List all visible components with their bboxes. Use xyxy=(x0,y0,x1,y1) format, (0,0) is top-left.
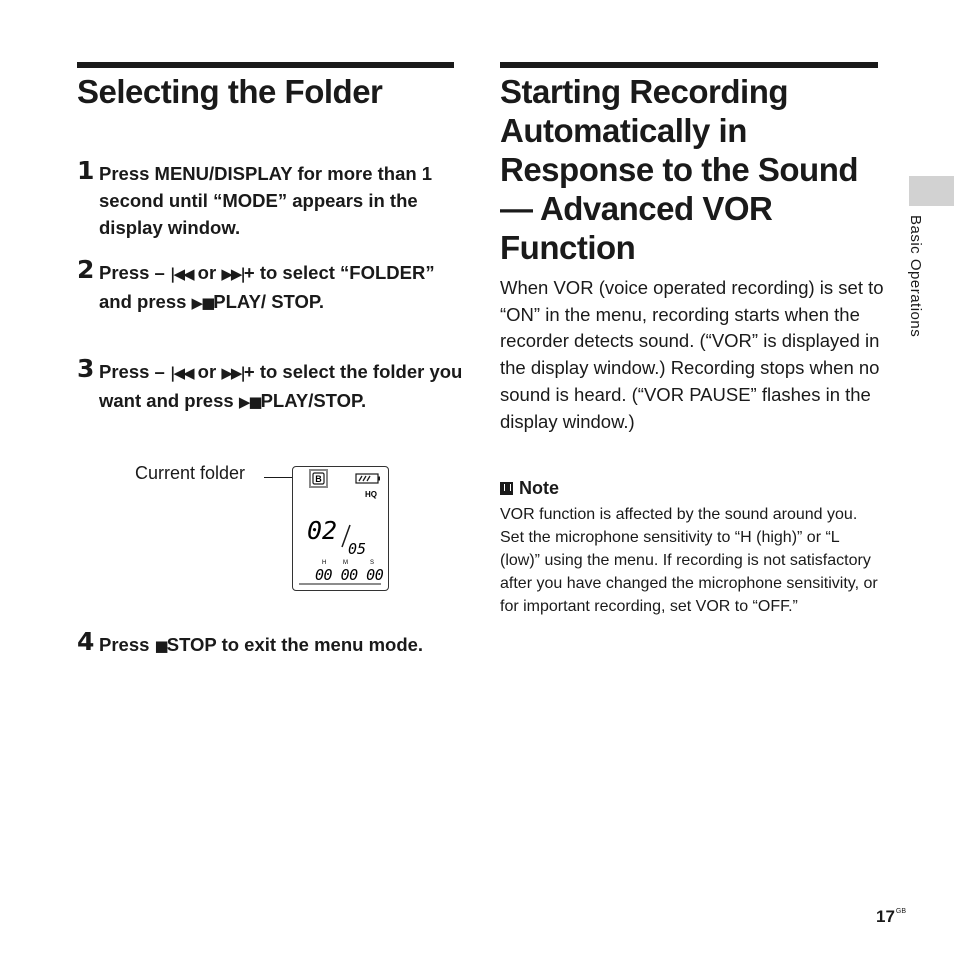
note-heading xyxy=(500,478,559,499)
step-text: Press MENU/DISPLAY for more than 1 second until “MODE” appears in the display window. xyxy=(99,163,433,238)
display-window-graphic xyxy=(293,467,388,590)
page-number xyxy=(876,907,906,927)
step-number: 1 xyxy=(77,156,95,185)
play-icon: ▶ xyxy=(238,393,249,411)
stop-icon: ■ xyxy=(154,637,167,655)
hour-unit: H xyxy=(322,560,327,566)
file-number: 02 xyxy=(307,516,338,545)
note-title: Note xyxy=(519,478,559,498)
step-text-part: PLAY/ STOP. xyxy=(213,291,324,312)
play-icon: ▶ xyxy=(191,294,202,312)
step-number: 2 xyxy=(77,255,95,284)
step-text-part: Press xyxy=(99,634,155,655)
stop-icon: ■ xyxy=(201,294,214,312)
note-text: VOR function is affected by the sound around you. Set the microphone sensitivity to “H (high)” or “L (low)” using the menu. If recording is not satisfactory after you have changed the microphone sensitivity, or for important recording, set VOR to “OFF.” xyxy=(500,506,878,615)
step-text-part: or xyxy=(192,361,222,382)
right-section-title: Starting Recording Automatically in Response to the Sound — Advanced VOR Function xyxy=(500,73,859,266)
previous-track-icon: |◀◀ xyxy=(169,364,193,382)
step-text-part: + to select “FOLDER” and press xyxy=(99,262,435,312)
folder-letter: B xyxy=(315,474,322,484)
current-folder-callout: Current folder xyxy=(135,463,246,483)
left-section-title: Selecting the Folder xyxy=(77,73,383,110)
quality-indicator: HQ xyxy=(365,490,377,499)
minute-unit: M xyxy=(343,560,348,566)
page-number-value: 17 xyxy=(876,907,895,926)
vor-description: When VOR (voice operated recording) is set to “ON” in the menu, recording starts when the recorder detects sound. (“VOR” is displayed in the display window.) Recording stops when no sound is heard. (“VOR PAUSE” flashes in the display window.) xyxy=(500,277,884,432)
step-text xyxy=(99,358,464,416)
next-track-icon: ▶▶| xyxy=(221,265,244,283)
battery-icon xyxy=(356,474,380,483)
step-text-part: or xyxy=(192,262,222,283)
left-title-rule xyxy=(77,62,454,68)
previous-track-icon: |◀◀ xyxy=(169,265,193,283)
section-tab xyxy=(909,176,954,206)
stop-icon: ■ xyxy=(248,393,261,411)
right-title-rule xyxy=(500,62,878,68)
elapsed-time: 00 00 00 xyxy=(315,566,384,584)
step-text xyxy=(99,631,464,660)
step-text-part: Press – xyxy=(99,361,170,382)
step-text-part: + to select the folder you want and press xyxy=(99,361,463,411)
display-window-illustration xyxy=(292,466,389,591)
step-text-part: STOP to exit the menu mode. xyxy=(166,634,424,655)
total-files: 05 xyxy=(348,540,367,558)
next-track-icon: ▶▶| xyxy=(221,364,244,382)
page-number-suffix: GB xyxy=(895,908,907,915)
step-text-part: PLAY/STOP. xyxy=(260,390,367,411)
note-icon xyxy=(500,482,513,495)
section-label: Basic Operations xyxy=(907,215,924,338)
step-number: 3 xyxy=(77,354,95,383)
second-unit: S xyxy=(370,560,375,566)
step-text-part: Press – xyxy=(99,262,170,283)
step-text xyxy=(99,259,464,317)
step-number: 4 xyxy=(77,627,95,656)
